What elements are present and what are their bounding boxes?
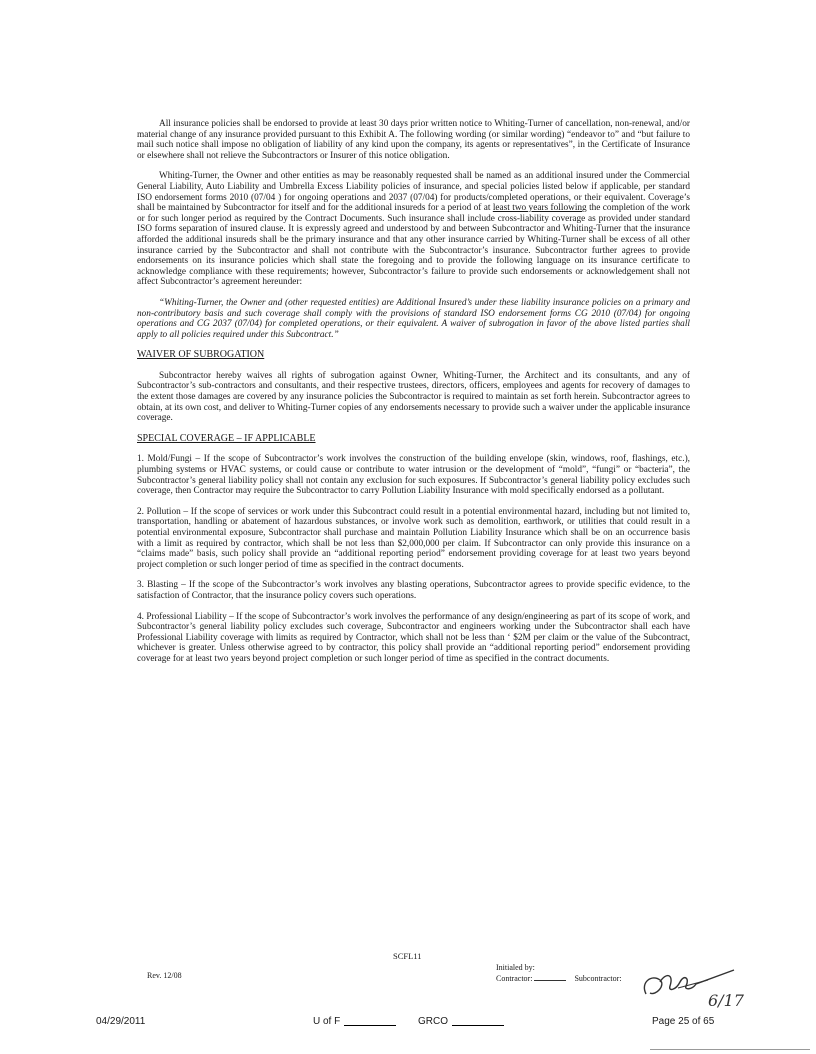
notice-paragraph: All insurance policies shall be endorsed to provide at least 30 days prior written notice to Whiting-Turner of cancellation, non-renewal, and/or material change of any insurance provided pursuant to this Exhibit A. The following wording (or similar wording) “endeavor to” and “but failure to mail such notice shall impose no obligation of liability of any kind upon the company, its agents or representatives”, in the Certificate of Insurance or elsewhere shall not relieve the Subcontractors or Insurer of this notice obligation.: [137, 119, 690, 161]
waiver-paragraph: Subcontractor hereby waives all rights of subrogation against Owner, Whiting-Turner, the Architect and its consultants, and any of Subcontractor’s sub-contractors and consultants, and their respective trustees, directors, officers, employees and agents for recovery of damages to the extent those damages are covered by any insurance policies the Subcontractor is required to maintain as set forth herein. Subcontractor agrees to obtain, at its own cost, and deliver to Whiting-Turner copies of any endorsements necessary to provide such a waiver under the applicable insurance coverage.: [137, 370, 690, 424]
stamp-grco-label: GRCO: [418, 1016, 448, 1027]
revision-label: Rev. 12/08: [147, 971, 182, 980]
contractor-label: Contractor:: [496, 974, 533, 983]
stamp-u-of-f-label: U of F: [313, 1016, 341, 1027]
contractor-initials-blank[interactable]: [534, 980, 566, 981]
underlined-period: least two years following: [492, 203, 587, 214]
scan-artifact-line: [650, 1049, 810, 1050]
stamp-date: 04/29/2011: [96, 1016, 146, 1027]
additional-insured-text-a: Whiting-Turner, the Owner and other entities as may be reasonably requested shall be named as an additional insured under the Commercial General Liability, Auto Liability and Umbrella Excess Liability policies of insurance, and special policies listed below if applicable, per standard ISO endorsement forms 2010 (07/04 ) for ongoing operations and 2037 (07/04) for products/completed operations, or their equivalent. Coverage’s shall be maintained by Subcontractor for itself and for the additional insureds for a period of at: [137, 171, 690, 214]
certificate-language-quote: “Whiting-Turner, the Owner and (other requested entities) are Additional Insured’s under these liability insurance policies on a primary and non-contributory basis and such coverage shall comply with the provisions of standard ISO endorsement forms CG 2010 (07/04) for ongoing operations and CG 2037 (07/04) for completed operations, or their equivalent. A waiver of subrogation in favor of the above listed parties shall apply to all policies required under this Subcontract.”: [137, 297, 690, 340]
coverage-item-pollution: 2. Pollution – If the scope of services or work under this Subcontract could result in a potential environmental hazard, including but not limited to, transportation, handling or abatement of hazardous substances, or involve work such as demolition, earthwork, or utilities that could result in a potential environmental exposure, Subcontractor shall purchase and maintain Pollution Liability Insurance which shall be on an occurrence basis with a limit as required by contractor, which shall be not less than $2,000,000 per claim. If Subcontractor can only provide this insurance on a “claims made” basis, such policy shall provide an “additional reporting period” endorsement providing coverage for at least two years beyond project completion or such longer period of time as specified in the contract documents.: [137, 506, 690, 570]
page-number: Page 25 of 65: [652, 1016, 715, 1027]
contract-body: [137, 119, 690, 675]
coverage-item-professional-liability: 4. Professional Liability – If the scope of Subcontractor’s work involves the performance of any design/engineering as part of its scope of work, and Subcontractor’s general liability policy excludes such coverage, Subcontractor and engineers working under the Subcontractor shall each have Professional Liability coverage with limits as required by Contractor, which shall not be less than ‘ $2M per claim or the value of the Subcontract, whichever is greater. Unless otherwise agreed to by contractor, this policy shall provide an “additional reporting period” endorsement providing coverage for at least two years beyond project completion or such longer period of time as specified in the contract documents.: [137, 611, 690, 664]
initials-row: [496, 973, 622, 984]
initialed-by-label: Initialed by:: [496, 963, 535, 972]
additional-insured-paragraph: [137, 171, 690, 288]
signature-image: [638, 960, 744, 1012]
coverage-item-blasting: 3. Blasting – If the scope of the Subcontractor’s work involves any blasting operations, Subcontractor agrees to provide specific evidence, to the satisfaction of Contractor, that the insurance policy covers such operations.: [137, 580, 690, 601]
u-of-f-blank: [344, 1016, 396, 1026]
subcontractor-label: Subcontractor:: [574, 974, 622, 983]
stamp-grco: [418, 1016, 448, 1027]
form-code: SCFL11: [393, 951, 422, 961]
coverage-item-mold: 1. Mold/Fungi – If the scope of Subcontractor’s work involves the construction of the building envelope (skin, windows, roof, flashings, etc.), plumbing systems or HVAC systems, or could cause or contribute to water intrusion or the development of “mold”, “fungi” or “bacteria”, the Subcontractor’s general liability policy shall not contain any exclusion for such exposures. If Subcontractor’s general liability policy excludes such coverage, then Contractor may require the Subcontractor to carry Pollution Liability Insurance with mold specifically endorsed as a pollutant.: [137, 454, 690, 497]
heading-special-coverage: SPECIAL COVERAGE – IF APPLICABLE: [137, 432, 316, 444]
stamp-u-of-f: [313, 1016, 340, 1027]
grco-blank: [452, 1016, 504, 1026]
initials-block: [496, 962, 622, 984]
signature-date: 6/17: [708, 991, 744, 1010]
heading-waiver-of-subrogation: WAIVER OF SUBROGATION: [137, 349, 265, 361]
additional-insured-text-b: the completion of the work or for such longer period as required by the Contract Documents. Such insurance shall include cross-liability coverage as provided under standard ISO forms separation of insured clause. It is expressly agreed and understood by and between Subcontractor and Whiting-Turner that the insurance afforded the additional insureds shall be the primary insurance and that any other insurance carried by Whiting-Turner shall be excess of all other insurance carried by the Subcontractor and shall not contribute with the Subcontractor’s insurance. Subcontractor further agrees to provide endorsements on its insurance policies which shall state the foregoing and to provide the following language on its insurance certificate to acknowledge compliance with these requirements; however, Subcontractor’s failure to provide such endorsements or acknowledgement shall not affect Subcontractor’s agreement hereunder:: [137, 203, 690, 288]
